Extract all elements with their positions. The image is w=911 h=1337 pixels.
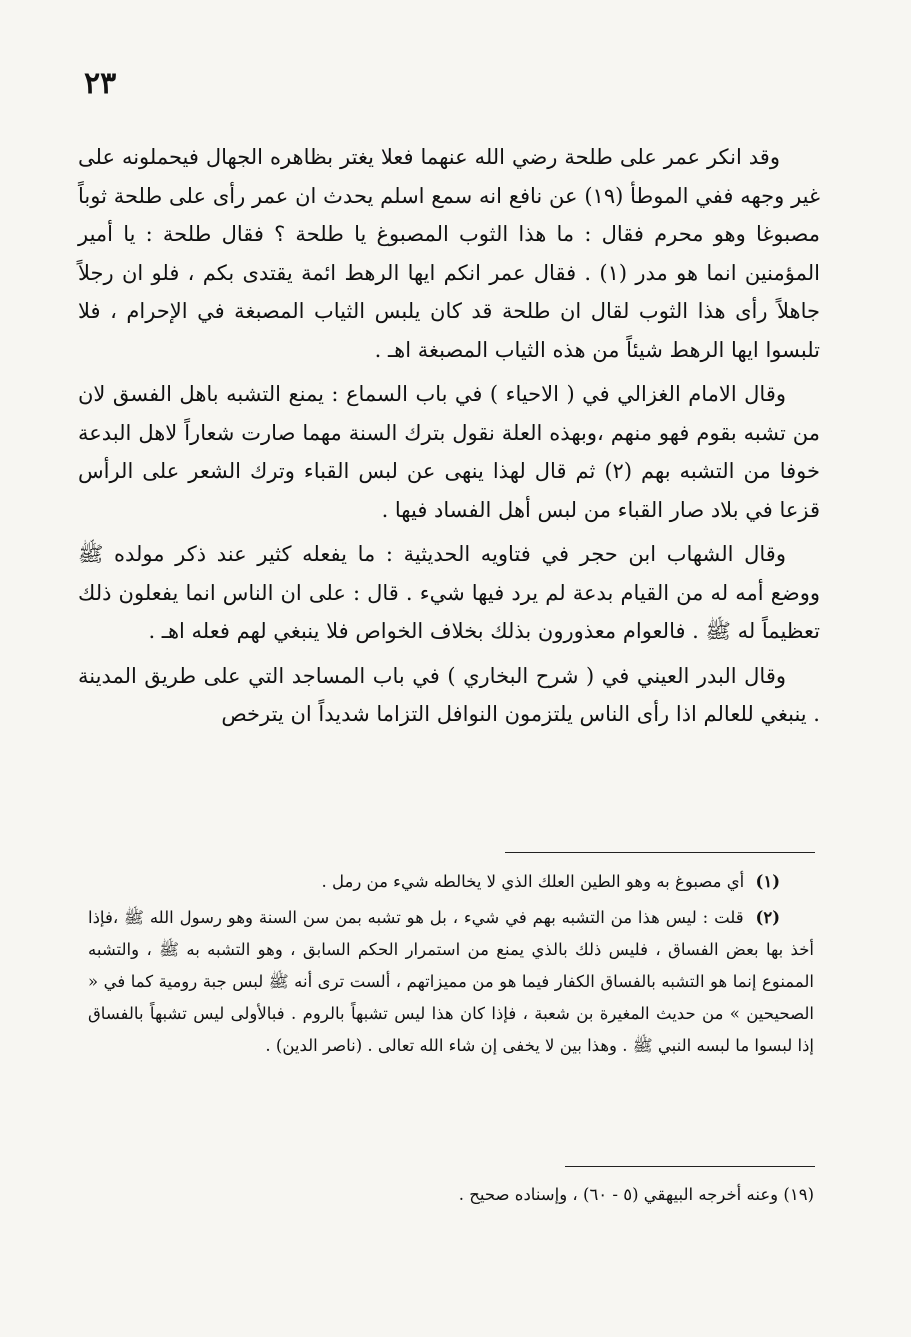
footnotes bbox=[88, 866, 814, 1066]
page-number: ٢٣ bbox=[84, 66, 117, 101]
footnote-1 bbox=[88, 866, 814, 898]
main-text bbox=[78, 138, 820, 740]
paragraph-ibn-hajar: وقال الشهاب ابن حجر في فتاويه الحديثية : ما يفعله كثير عند ذكر مولده ﷺ ووضع أمه له من القيام بدعة لم يرد فيها شيء . قال : على ان الناس انما يفعلون ذلك تعظيماً له ﷺ . فالعوام معذورون بذلك بخلاف الخواص فلا ينبغي لهم فعله اهـ . bbox=[78, 542, 820, 643]
paragraph-badr-aini: وقال البدر العيني في ( شرح البخاري ) في باب المساجد التي على طريق المدينة . ينبغي للعالم اذا رأى الناس يلتزمون النوافل التزاما شديداً ان يترخص bbox=[78, 663, 820, 726]
footnote-2-text: قلت : ليس هذا من التشبه بهم في شيء ، بل هو تشبه بمن سن السنة وهو رسول الله ﷺ ،فإذا أخذ بها بعض الفساق ، فليس ذلك بالذي يمنع من استمرار الحكم السابق ، وهو التشبه به ﷺ ، والتشبه الممنوع إنما هو التشبه بالفساق الكفار فيما هو من مميزاتهم ، ألست ترى أنه ﷺ لبس جبة رومية كما في « الصحيحين » من حديث المغيرة بن شعبة ، فإذا كان هذا ليس تشبهاً بالروم . فبالأولى ليس تشبهاً بالفساق إذا لبسوا ما لبسه النبي ﷺ . وهذا بين لا يخفى إن شاء الله تعالى . (ناصر الدين) . bbox=[88, 908, 814, 1055]
footnote-2 bbox=[88, 902, 814, 1062]
reference-divider bbox=[565, 1166, 815, 1167]
footnote-divider bbox=[505, 852, 815, 853]
reference-note: (١٩) وعنه أخرجه البيهقي (٥ - ٦٠) ، وإسناده صحيح . bbox=[458, 1185, 814, 1204]
footnote-1-number: (١) bbox=[755, 872, 780, 891]
paragraph-umar-talha: وقد انكر عمر على طلحة رضي الله عنهما فعلا يغتر بظاهره الجهال فيحملونه على غير وجهه ففي الموطأ (١٩) عن نافع انه سمع اسلم يحدث ان عمر رأى على طلحة ثوباً مصبوغا وهو محرم فقال : ما هذا الثوب المصبوغ يا طلحة ؟ فقال طلحة : يا أمير المؤمنين انما هو مدر (١) . فقال عمر انكم ايها الرهط ائمة يقتدى بكم ، فلو ان رجلاً جاهلاً رأى هذا الثوب لقال ان طلحة قد كان يلبس الثياب المصبغة في الإحرام ، فلا تلبسوا ايها الرهط شيئاً من هذه الثياب المصبغة اهـ . bbox=[78, 145, 820, 362]
footnote-2-number: (٢) bbox=[755, 908, 781, 927]
paragraph-ghazali: وقال الامام الغزالي في ( الاحياء ) في باب السماع : يمنع التشبه باهل الفسق لان من تشبه بقوم فهو منهم ،وبهذه العلة نقول بترك السنة مهما صارت شعاراً لاهل البدعة خوفا من التشبه بهم (٢) ثم قال لهذا ينهى عن لبس القباء وترك الشعر على الرأس قزعا في بلاد صار القباء من لبس أهل الفساد فيها . bbox=[78, 382, 820, 522]
footnote-1-text: أي مصبوغ به وهو الطين العلك الذي لا يخالطه شيء من رمل . bbox=[321, 872, 745, 891]
